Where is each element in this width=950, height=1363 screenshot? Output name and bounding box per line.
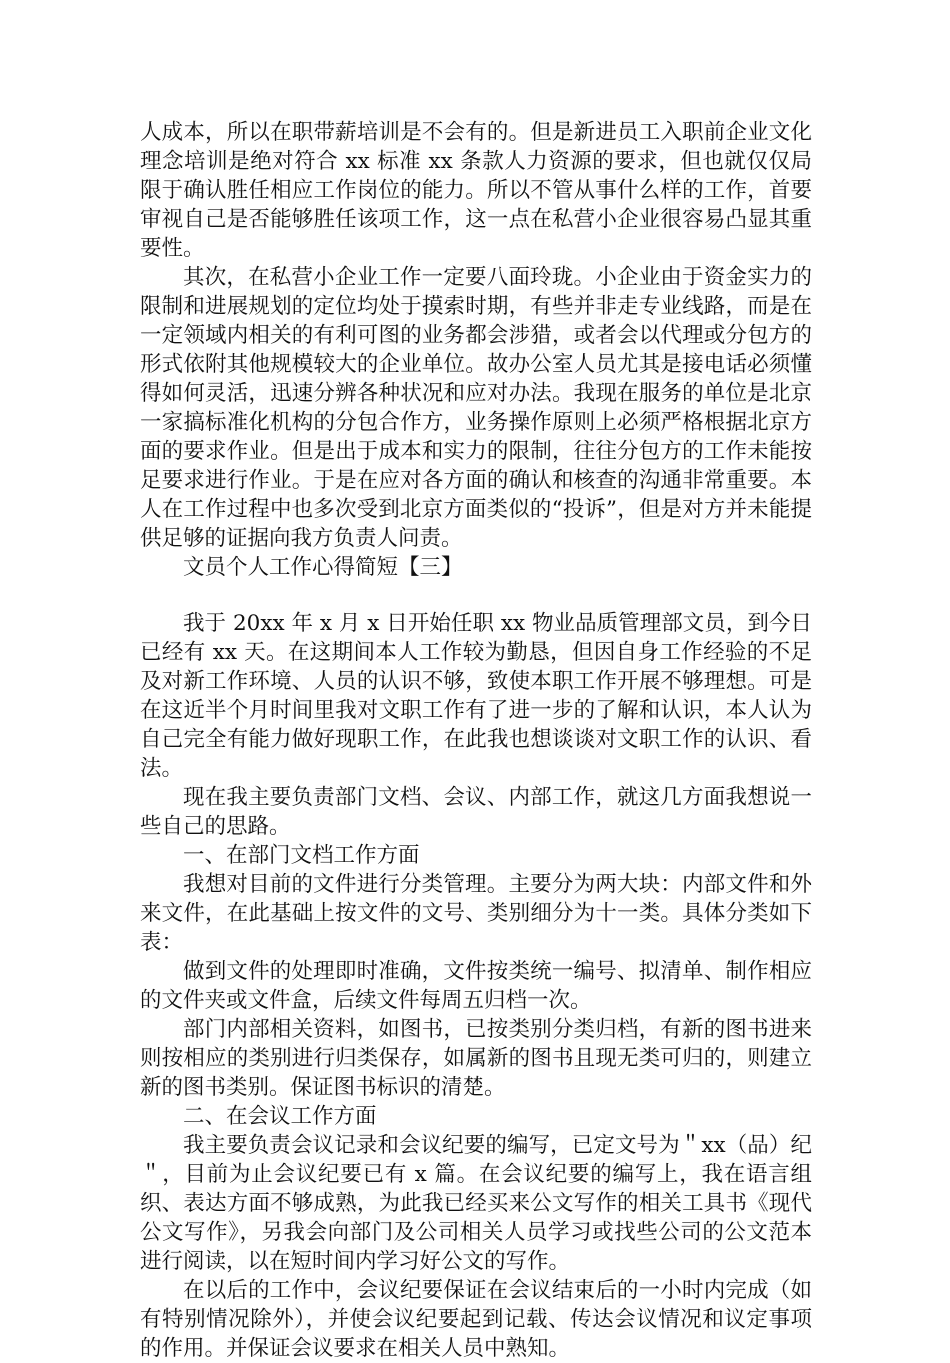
paragraph-intro: 我于 20xx 年 x 月 x 日开始任职 xx 物业品质管理部文员，到今日已经有 xx 天。在这期间本人工作较为勤恳，但因自身工作经验的不足及对新工作环境、人员的认识不够，致使本职工作开展不够理想。可是在这近半个月时间里我对文职工作有了进一步的了解和认识，本人认为自己完全有能力做好现职工作，在此我也想谈谈对文职工作的认识、看法。 <box>140 611 812 781</box>
subheading-documents: 一、在部门文档工作方面 <box>183 843 420 868</box>
document-body <box>140 118 812 1363</box>
paragraph-file-classification: 我想对目前的文件进行分类管理。主要分为两大块：内部文件和外来文件，在此基础上按文件的文号、类别细分为十一类。具体分类如下表： <box>140 872 812 955</box>
paragraph-book-archiving: 部门内部相关资料，如图书，已按类别分类归档，有新的图书进来则按相应的类别进行归类保存，如属新的图书且现无类可归的，则建立新的图书类别。保证图书标识的清楚。 <box>140 1017 812 1100</box>
paragraph-continuation: 人成本，所以在职带薪培训是不会有的。但是新进员工入职前企业文化理念培训是绝对符合 xx 标准 xx 条款人力资源的要求，但也就仅仅局限于确认胜任相应工作岗位的能力。所以不管从事什么样的工作，首要审视自己是否能够胜任该项工作，这一点在私营小企业很容易凸显其重要性。 <box>140 120 812 261</box>
paragraph-second-point: 其次，在私营小企业工作一定要八面玲珑。小企业由于资金实力的限制和进展规划的定位均处于摸索时期，有些并非走专业线路，而是在一定领域内相关的有利可图的业务都会涉猎，或者会以代理或分包方的形式依附其他规模较大的企业单位。故办公室人员尤其是接电话必须懂得如何灵活，迅速分辨各种状况和应对办法。我现在服务的单位是北京一家搞标准化机构的分包合作方，业务操作原则上必须严格根据北京方面的要求作业。但是出于成本和实力的限制，往往分包方的工作未能按足要求进行作业。于是在应对各方面的确认和核查的沟通非常重要。本人在工作过程中也多次受到北京方面类似的“投诉”，但是对方并未能提供足够的证据向我方负责人问责。 <box>140 265 812 551</box>
paragraph-meeting-minutes: 我主要负责会议记录和会议纪要的编写，已定文号为＂xx（品）纪＂，目前为止会议纪要已有 x 篇。在会议纪要的编写上，我在语言组织、表达方面不够成熟，为此我已经买来公文写作的相关工具书《现代公文写作》，另我会向部门及公司相关人员学习或找些公司的公文范本进行阅读，以在短时间内学习好公文的写作。 <box>140 1133 812 1274</box>
subheading-meetings: 二、在会议工作方面 <box>183 1104 377 1129</box>
paragraph-future-work: 在以后的工作中，会议纪要保证在会议结束后的一小时内完成（如有特别情况除外），并使会议纪要起到记载、传达会议情况和议定事项的作用。并保证会议要求在相关人员中熟知。 <box>140 1278 812 1361</box>
section-heading-three: 文员个人工作心得简短【三】 <box>183 555 463 580</box>
paragraph-responsibilities: 现在我主要负责部门文档、会议、内部工作，就这几方面我想说一些自己的思路。 <box>140 785 812 839</box>
paragraph-file-handling: 做到文件的处理即时准确，文件按类统一编号、拟清单、制作相应的文件夹或文件盒，后续文件每周五归档一次。 <box>140 959 812 1013</box>
